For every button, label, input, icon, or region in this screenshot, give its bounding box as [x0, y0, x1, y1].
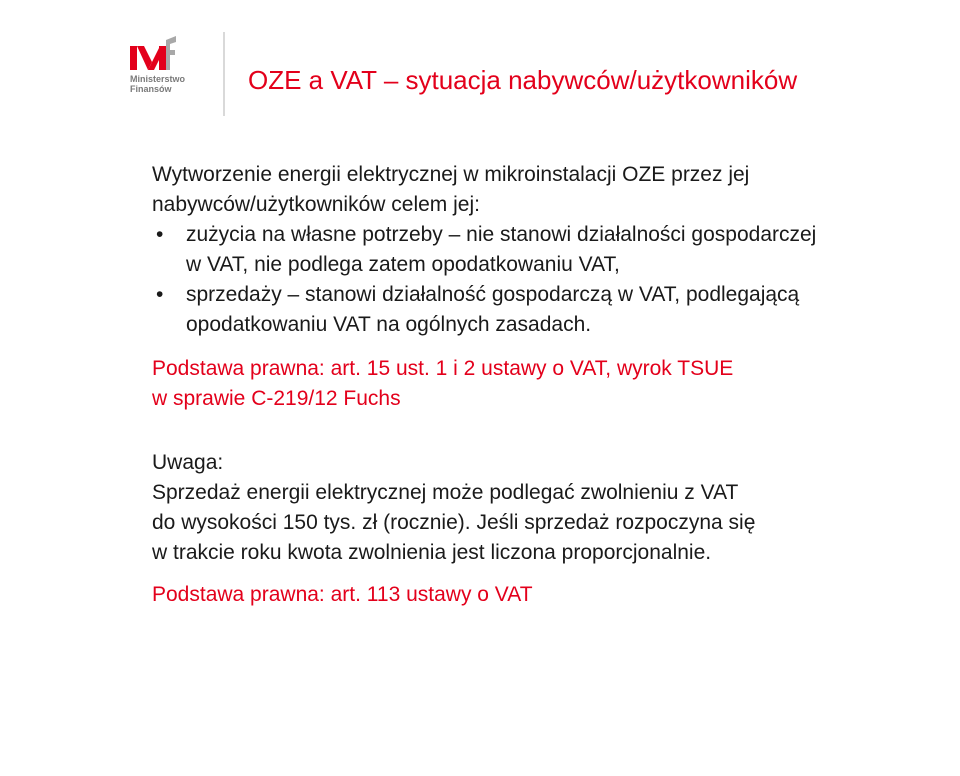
logo-line-1: Ministerstwo: [130, 74, 186, 84]
ministry-logo: [122, 36, 202, 100]
spacer: [152, 414, 952, 448]
intro-paragraph: [152, 160, 952, 220]
intro-line-1: Wytworzenie energii elektrycznej w mikroinstalacji OZE przez jej: [152, 163, 750, 186]
spacer: [152, 340, 952, 354]
intro-line-2: nabywców/użytkowników celem jej:: [152, 193, 480, 216]
legal-basis-1-line-2: w sprawie C-219/12 Fuchs: [152, 387, 401, 410]
legal-basis-2: Podstawa prawna: art. 113 ustawy o VAT: [152, 583, 533, 606]
legal-basis-1-line-1: Podstawa prawna: art. 15 ust. 1 i 2 ustawy o VAT, wyrok TSUE: [152, 357, 734, 380]
note-line-2: do wysokości 150 tys. zł (rocznie). Jeśli sprzedaż rozpoczyna się: [152, 511, 756, 534]
note-heading: Uwaga:: [152, 451, 224, 474]
note-line-1: Sprzedaż energii elektrycznej może podlegać zwolnieniu z VAT: [152, 481, 739, 504]
list-item: [152, 280, 952, 340]
spacer: [152, 568, 952, 580]
logo-line-2: Finansów: [130, 84, 172, 94]
bullet-icon: •: [156, 223, 164, 246]
bullet-list: [152, 220, 952, 340]
bullet-2-line-2: opodatkowaniu VAT na ogólnych zasadach.: [186, 313, 592, 336]
logo-text: [130, 74, 185, 94]
slide-title: OZE a VAT – sytuacja nabywców/użytkowników: [248, 65, 798, 95]
bullet-2-line-1: sprzedaży – stanowi działalność gospodarczą w VAT, podlegającą: [186, 283, 800, 306]
mf-logo-icon: [130, 36, 178, 70]
bullet-icon: •: [156, 283, 164, 306]
list-item: [152, 220, 952, 280]
header-divider: [223, 32, 225, 116]
bullet-1-line-2: w VAT, nie podlega zatem opodatkowaniu VAT,: [186, 253, 620, 276]
bullet-1-line-1: zużycia na własne potrzeby – nie stanowi działalności gospodarczej: [186, 223, 817, 246]
note-paragraph: [152, 448, 952, 568]
note-line-3: w trakcie roku kwota zwolnienia jest liczona proporcjonalnie.: [152, 541, 712, 564]
slide-body: [152, 160, 952, 610]
legal-basis-1: [152, 354, 952, 414]
